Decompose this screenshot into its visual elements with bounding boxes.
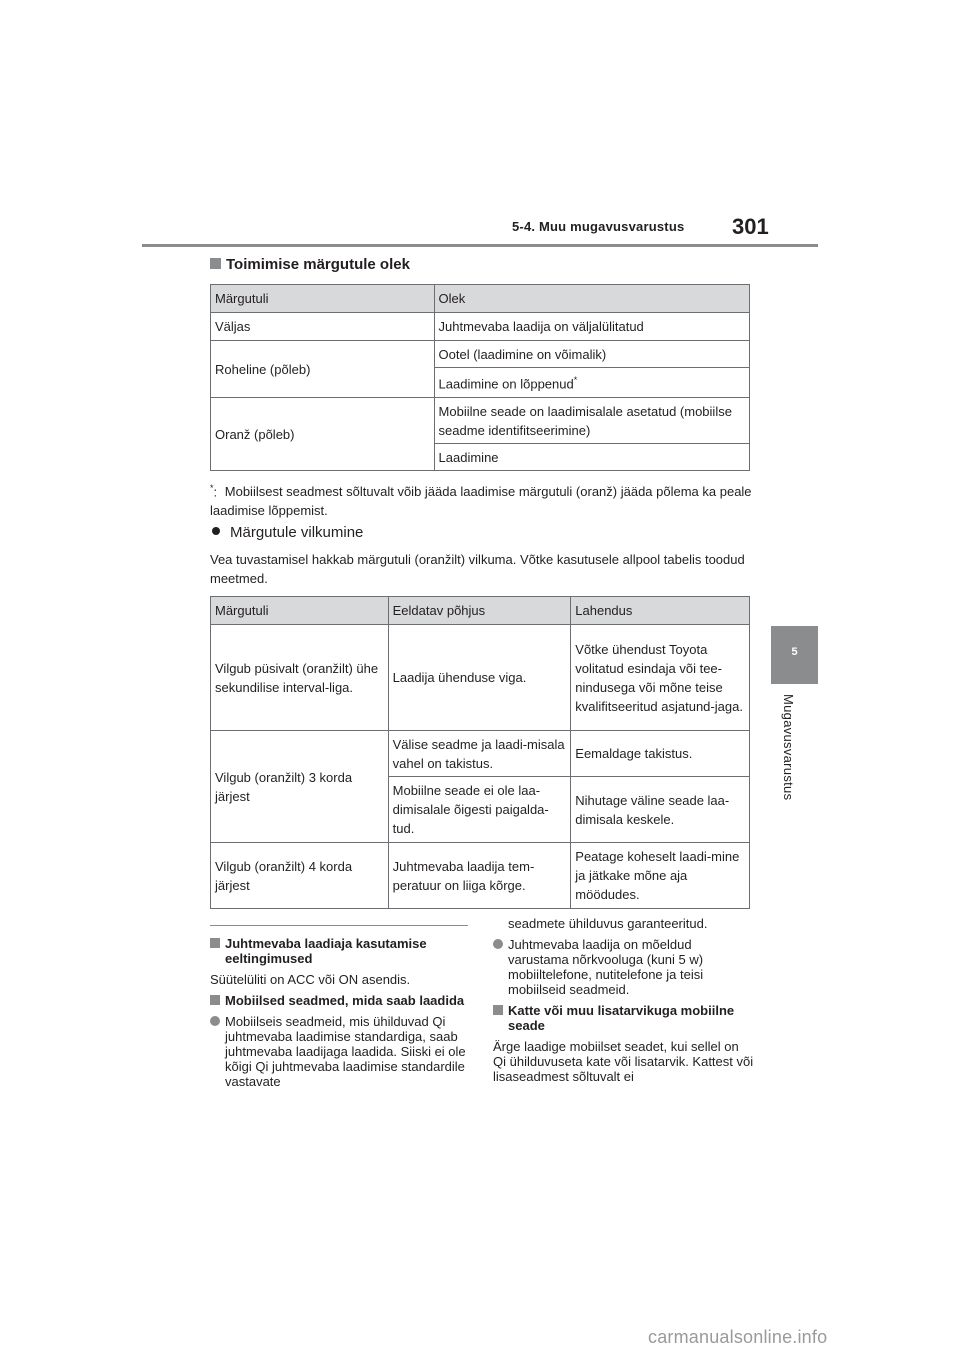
chapter-tab [771,626,818,684]
chapter-number: 5 [791,646,798,658]
table-cell: Vilgub (oranžilt) 3 korda järjest [211,731,389,843]
round-bullet-icon [212,527,220,535]
table-row [211,341,750,368]
table-cell: Vilgub püsivalt (oranžilt) ühe sekundilise interval-liga. [211,625,389,731]
paragraph: Ärge laadige mobiilset seadet, kui sellel on Qi ühilduvuseta kate või lisatarvik. Kattest või lisaseadmest sõltuvalt ei [493,1039,754,1084]
subheading [210,993,472,1008]
table-cell: Võtke ühendust Toyota volitatud esindaja või tee-nindusega või mõne teise kvalifitseeritud asjatund-jaga. [571,625,750,731]
subheading [493,1003,755,1033]
table-cell: Ootel (laadimine on võimalik) [434,341,749,368]
page-number: 301 [732,214,769,239]
footnote-colon: : [213,484,218,500]
watermark: carmanualsonline.info [648,1327,828,1347]
table-cell: Väljas [211,313,435,341]
square-bullet-icon [493,1005,503,1015]
table-cell: Roheline (põleb) [211,341,435,398]
table-header-cell: Eeldatav põhjus [388,597,571,625]
table-row [211,313,750,341]
round-bullet-icon [210,1016,220,1026]
table-cell: Juhtmevaba laadija on väljalülitatud [434,313,749,341]
table-row [211,731,750,777]
table-header-row [211,597,750,625]
table-cell: Nihutage väline seade laa-dimisala keskele. [571,777,750,843]
heading-text: Toimimise märgutule olek [226,256,410,273]
column-rule [210,925,468,926]
right-column [493,916,755,1084]
table-header-cell: Lahendus [571,597,750,625]
table-cell: Eemaldage takistus. [571,731,750,777]
header-rule [142,244,818,247]
table-cell: Mobiilne seade on laadimisalale asetatud (mobiilse seadme identifitseerimine) [434,398,749,444]
section-title: 5-4. Muu mugavusvarustus [512,219,685,234]
table-cell: Laadimine [434,444,749,471]
footnote-mark: * [210,483,214,493]
chapter-label: Mugavusvarustus [781,694,796,801]
square-bullet-icon [210,938,220,948]
subheading-text: Juhtmevaba laadiaja kasutamise eeltingimused [225,936,427,966]
square-bullet-icon [210,258,221,269]
footnote [210,479,770,520]
table-cell: Vilgub (oranžilt) 4 korda järjest [211,843,389,909]
indicator-status-table [210,284,750,471]
subheading [210,936,472,966]
bullet-text: Juhtmevaba laadija on mõeldud varustama nõrkvooluga (kuni 5 w) mobiiltelefone, nutitelefone ja teisi mobiilseid seadmeid. [508,937,704,997]
bullet-item [210,1014,472,1089]
table-header-cell: Olek [434,285,749,313]
table-header-cell: Märgutuli [211,285,435,313]
paragraph: Süütelüliti on ACC või ON asendis. [210,972,411,987]
round-bullet-icon [493,939,503,949]
intro-paragraph: Vea tuvastamisel hakkab märgutuli (oranžilt) vilkuma. Võtke kasutusele allpool tabelis toodud meetmed. [210,552,745,586]
table-header-cell: Märgutuli [211,597,389,625]
footnote-text: Mobiilsest seadmest sõltuvalt võib jääda laadimise märgutuli (oranž) jääda põlema ka peale laadimise lõppemist. [210,484,752,519]
heading-indicator-blinking [212,524,363,541]
footnote-mark: * [573,375,578,386]
blinking-troubleshoot-table [210,596,750,909]
table-row [211,625,750,731]
square-bullet-icon [210,995,220,1005]
table-cell: Peatage koheselt laadi-mine ja jätkake mõne aja möödudes. [571,843,750,909]
bullet-text: Mobiilseis seadmeid, mis ühilduvad Qi juhtmevaba laadimise standardiga, saab juhtmevaba laadijaga laadida. Siiski ei ole kõigi Qi juhtmevaba laadimise standardile vastavate [225,1014,466,1089]
subheading-text: Mobiilsed seadmed, mida saab laadida [225,993,465,1008]
table-cell: Mobiilne seade ei ole laa-dimisalale õigesti paigalda-tud. [388,777,571,843]
heading-indicator-status [210,256,410,273]
subheading-text: Katte või muu lisatarvikuga mobiilne seade [508,1003,735,1033]
bullet-item [493,937,755,997]
table-row [211,398,750,444]
table-row [211,843,750,909]
table-cell: Välise seadme ja laadi-misala vahel on takistus. [388,731,571,777]
table-cell [434,368,749,398]
table-cell: Oranž (põleb) [211,398,435,471]
table-header-row [211,285,750,313]
table-cell: Juhtmevaba laadija tem-peratuur on liiga kõrge. [388,843,571,909]
table-cell: Laadija ühenduse viga. [388,625,571,731]
bullet-continuation: seadmete ühilduvus garanteeritud. [508,916,708,931]
heading-text: Märgutule vilkumine [230,524,364,541]
cell-text: Laadimine on lõppenud [438,376,574,392]
left-column [210,930,472,1089]
